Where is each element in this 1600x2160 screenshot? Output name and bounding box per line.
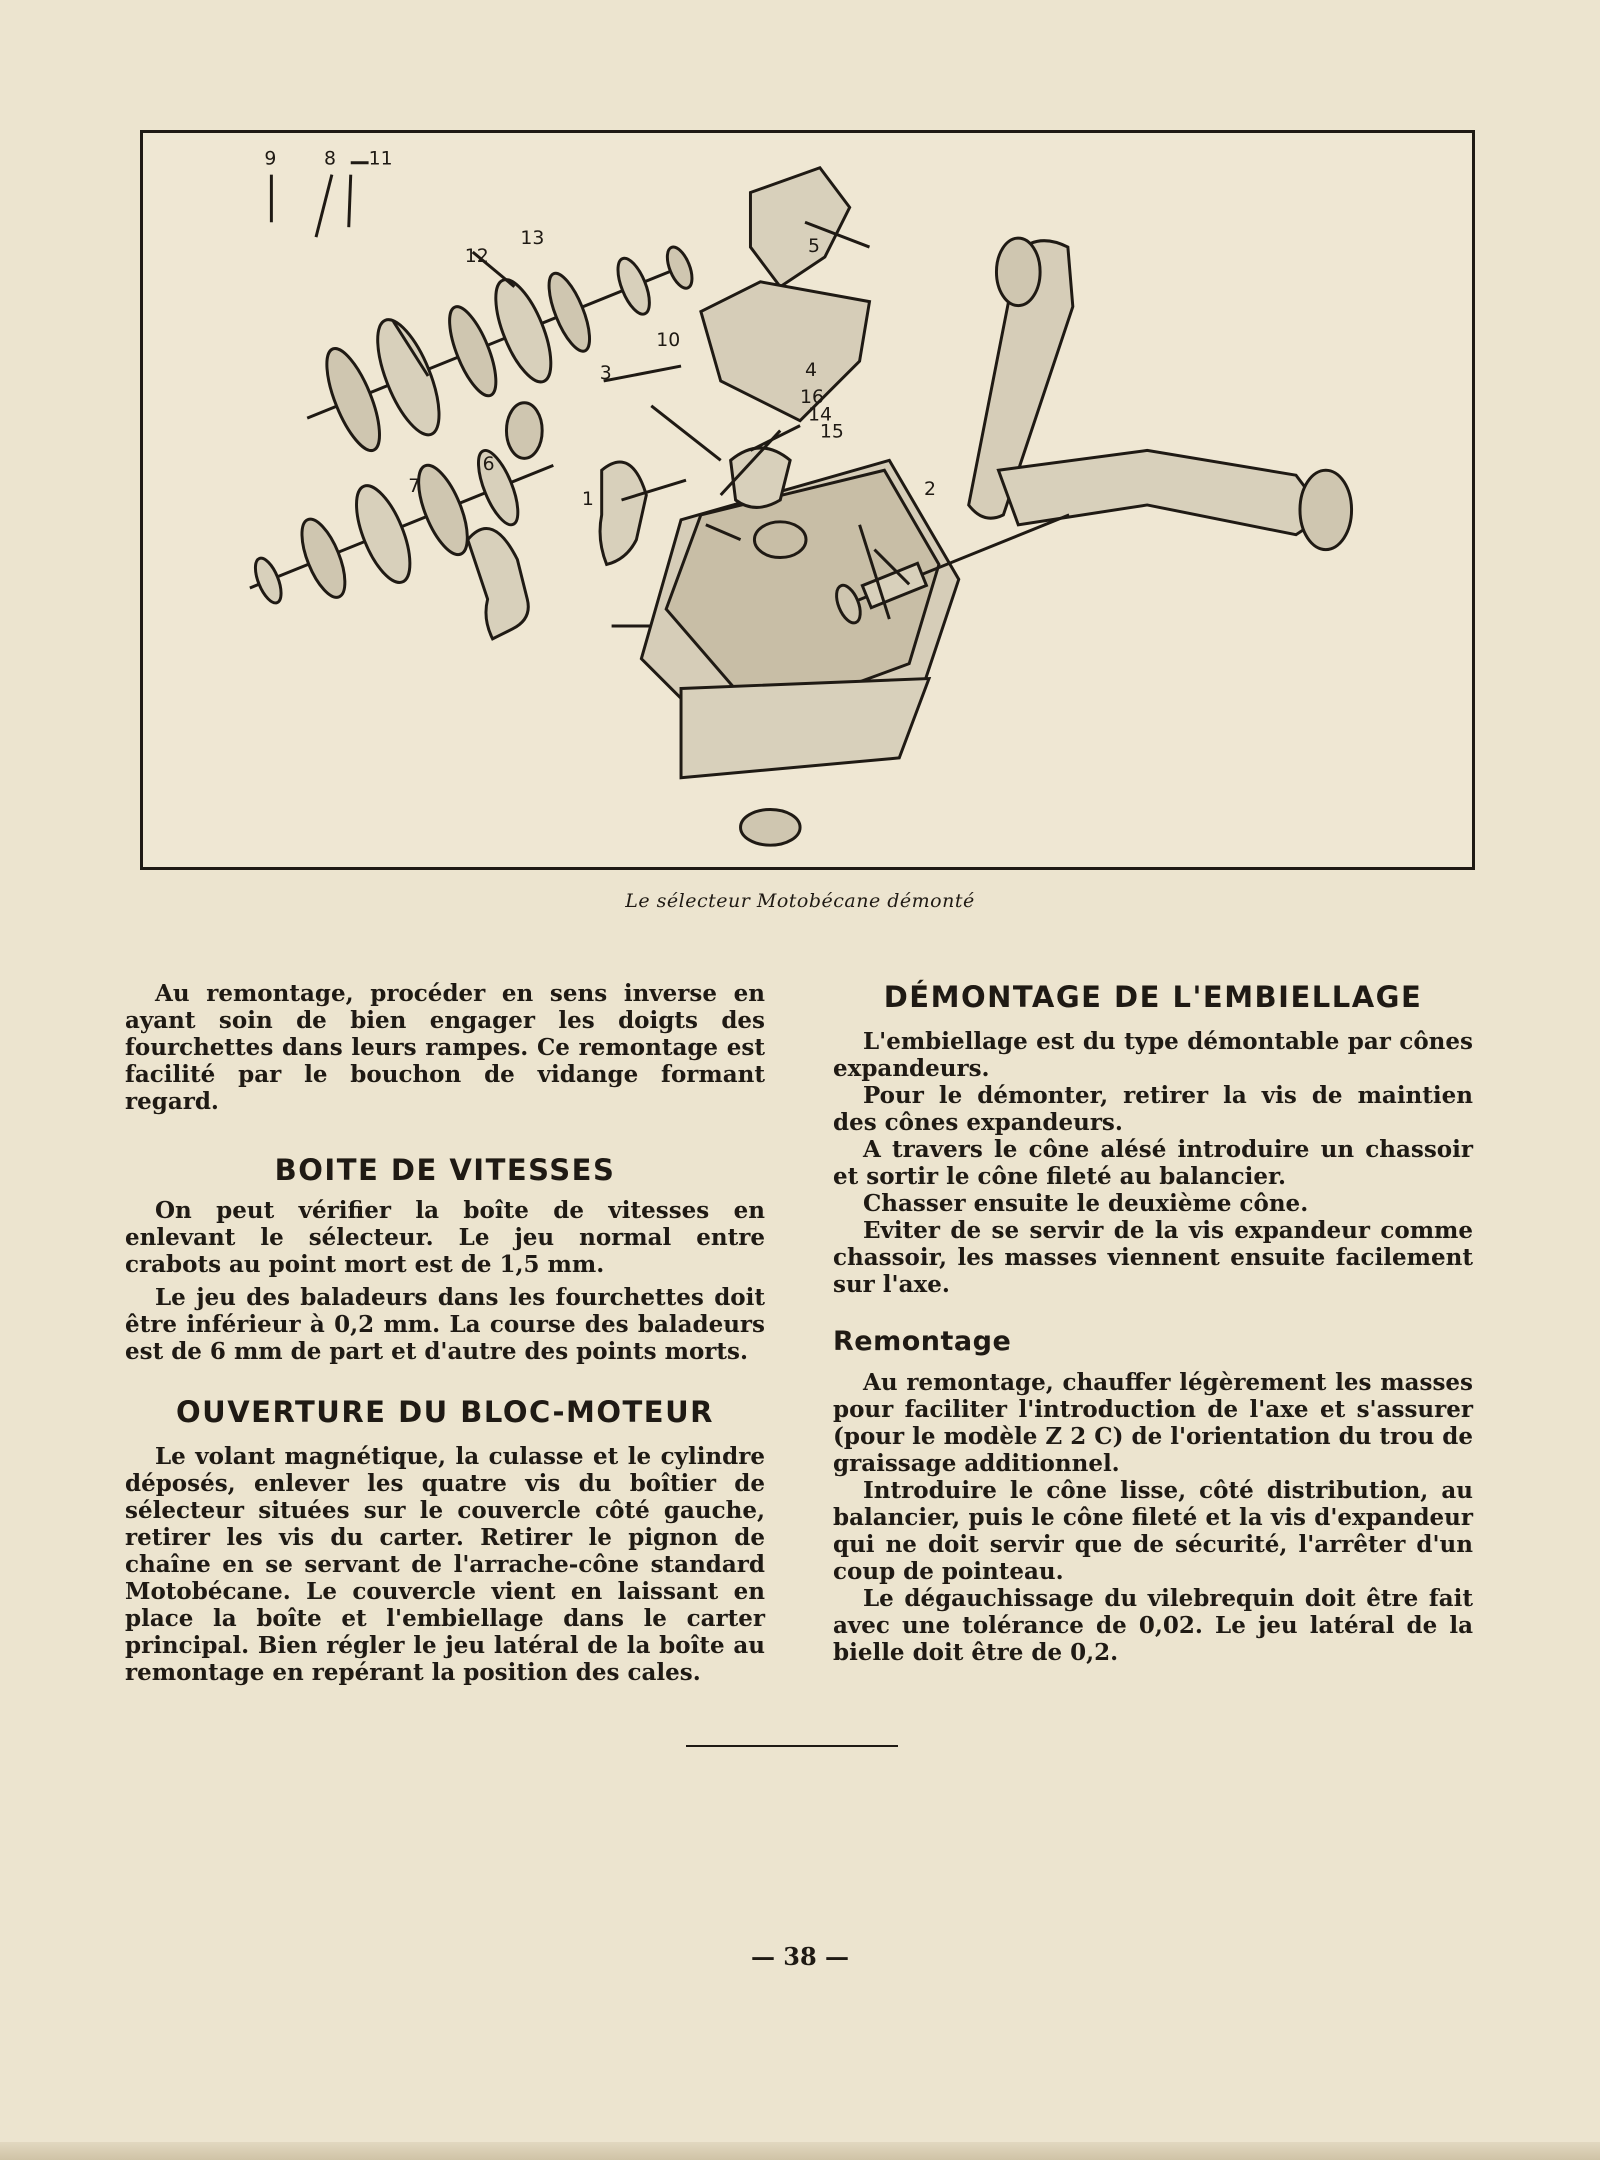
selector-exploded-drawing — [143, 133, 1472, 867]
callout-3: 3 — [599, 362, 612, 384]
callout-7: 7 — [408, 476, 421, 498]
callout-5: 5 — [807, 236, 820, 258]
callout-11: 11 — [368, 148, 393, 170]
upper-gear-shaft — [284, 207, 712, 475]
callout-13: 13 — [520, 228, 545, 250]
paragraph: Le volant magnétique, la culasse et le cylindre déposés, enlever les quatre vis du boîtier de sélecteur situées sur le couvercle côté gauche, retirer les vis du carter. Retirer le pignon de chaîne en se servant de l'arrache-cône standard Motobécane. Le couvercle vient en laissant en place la boîte et l'embiellage dans le carter principal. Bien régler le jeu latéral de la boîte au remontage en repérant la position des cales. — [125, 1443, 765, 1686]
paragraph: Pour le démonter, retirer la vis de maintien des cônes expandeurs. — [833, 1082, 1473, 1136]
callout-16: 16 — [800, 386, 825, 408]
section-divider — [686, 1745, 898, 1747]
paragraph: Introduire le cône lisse, côté distribution, au balancier, puis le cône fileté et la vis d'expandeur qui ne doit servir que de sécurité, l'arrêter d'un coup de pointeau. — [833, 1477, 1473, 1585]
paragraph: A travers le cône alésé introduire un chassoir et sortir le cône fileté au balancier. — [833, 1136, 1473, 1190]
page-number: — 38 — — [750, 1942, 850, 1971]
section-title-ouverture-bloc-moteur: OUVERTURE DU BLOC-MOTEUR — [176, 1395, 714, 1429]
callout-10: 10 — [656, 330, 681, 352]
right-column — [833, 980, 1473, 1666]
section-title-boite-de-vitesses: BOITE DE VITESSES — [274, 1153, 616, 1187]
callout-15: 15 — [819, 421, 844, 443]
paragraph: On peut vérifier la boîte de vitesses en enlevant le sélecteur. Le jeu normal entre crabots au point mort est de 1,5 mm. — [125, 1197, 765, 1278]
paragraph: Eviter de se servir de la vis expandeur comme chassoir, les masses viennent ensuite facilement sur l'axe. — [833, 1217, 1473, 1298]
left-column — [125, 980, 765, 1686]
callout-8: 8 — [323, 148, 336, 170]
callout-2: 2 — [924, 479, 937, 501]
callout-1: 1 — [581, 488, 594, 510]
section-title-remontage: Remontage — [833, 1326, 1012, 1357]
exploded-view-figure — [140, 130, 1475, 870]
section-title-demontage-embiellage: DÉMONTAGE DE L'EMBIELLAGE — [883, 980, 1423, 1014]
intro-paragraph: Au remontage, procéder en sens inverse en ayant soin de bien engager les doigts des fourchettes dans leurs rampes. Ce remontage est facilité par le bouchon de vidange formant regard. — [125, 980, 765, 1115]
paragraph: Au remontage, chauffer légèrement les masses pour faciliter l'introduction de l'axe et s'assurer (pour le modèle Z 2 C) de l'orientation du trou de graissage additionnel. — [833, 1369, 1473, 1477]
callout-4: 4 — [805, 360, 818, 382]
figure-caption: Le sélecteur Motobécane démonté — [625, 890, 975, 912]
paragraph: L'embiellage est du type démontable par cônes expandeurs. — [833, 1028, 1473, 1082]
callout-6: 6 — [482, 454, 495, 476]
callout-9: 9 — [264, 148, 277, 170]
paragraph: Le dégauchissage du vilebrequin doit être fait avec une tolérance de 0,02. Le jeu latéral de la bielle doit être de 0,2. — [833, 1585, 1473, 1666]
callout-12: 12 — [464, 245, 489, 267]
paper-edge — [0, 2142, 1600, 2160]
paragraph: Le jeu des baladeurs dans les fourchettes doit être inférieur à 0,2 mm. La course des baladeurs est de 6 mm de part et d'autre des points morts. — [125, 1284, 765, 1365]
paragraph: Chasser ensuite le deuxième cône. — [863, 1190, 1309, 1217]
callout-14: 14 — [807, 404, 832, 426]
